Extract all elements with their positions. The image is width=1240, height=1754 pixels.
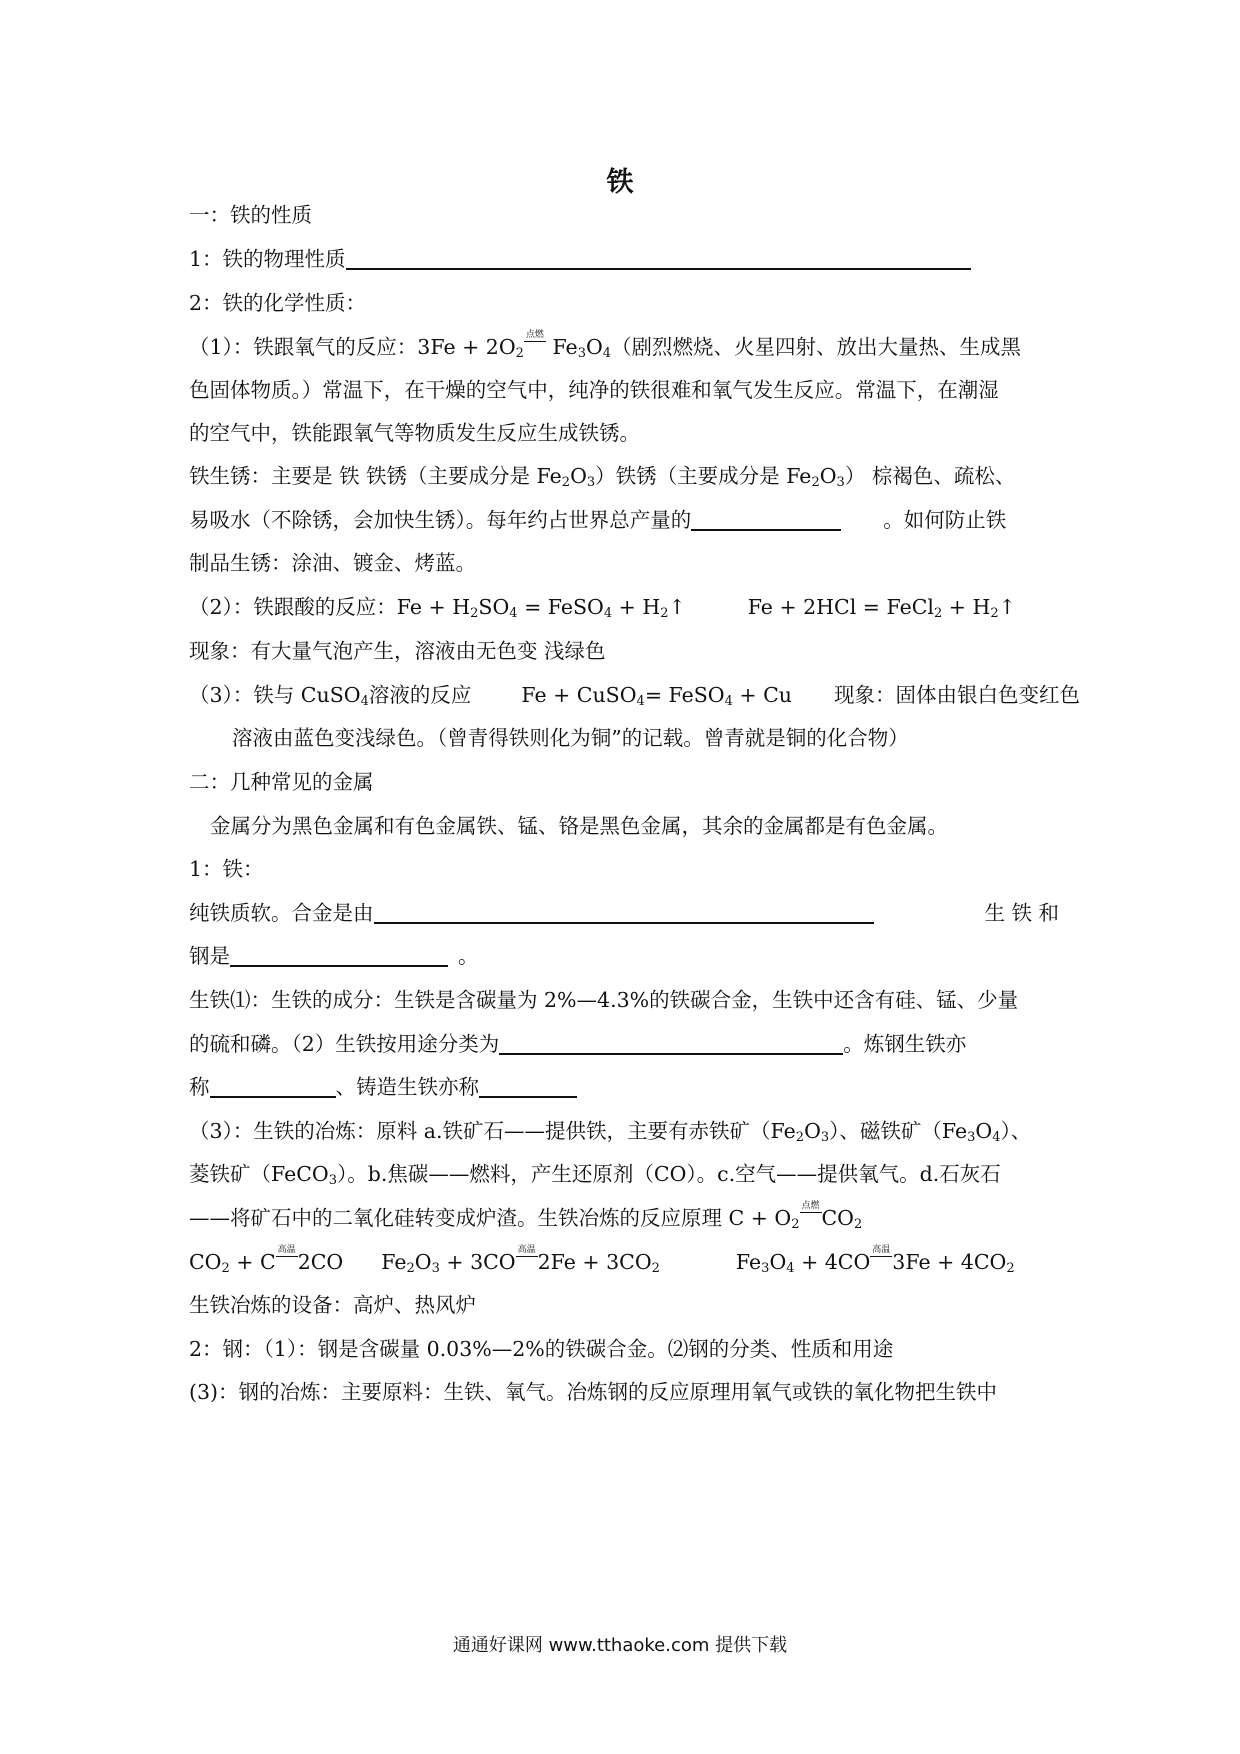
page-footer: 通通好课网 www.tthaoke.com 提供下载 xyxy=(452,1635,788,1656)
smelting-line-3: ——将矿石中的二氧化硅转变成炉渣。生铁冶炼的反应原理 $C + O_2$ 点燃 $CO_2$ xyxy=(189,1201,863,1232)
physical-properties-blank[interactable] xyxy=(346,246,971,270)
alloy-line: 纯铁质软。合金是由 生 铁 和 xyxy=(189,901,1059,925)
iron-subheading: 1：铁： xyxy=(189,857,264,881)
steel-smelting-line: (3)：钢的冶炼：主要原料：生铁、氧气。冶炼钢的反应原理用氧气或铁的氧化物把生铁中 xyxy=(189,1380,998,1404)
section-heading-properties: 一：铁的性质 xyxy=(189,203,312,227)
reaction-condition-high-temp: 高温 xyxy=(872,1245,891,1255)
reaction-condition-ignite: 点燃 xyxy=(801,1201,820,1211)
steel-definition-blank[interactable] xyxy=(230,943,448,967)
pig-iron-classification-blank[interactable] xyxy=(499,1031,843,1055)
reaction-condition-high-temp: 高温 xyxy=(517,1245,536,1255)
acid-reaction-line: （2）：铁跟酸的反应：$Fe + H_2SO_4$ = FeSO$_4$ + $H_2↑$ Fe + 2HCl = FeCl$_2$ + $H_2↑$ xyxy=(189,595,1016,621)
rust-line-1: 铁生锈：主要是 铁 铁锈（主要成分是 $Fe_2O_3$）铁锈（主要成分是 $Fe_2O_3$） 棕褐色、疏松、 xyxy=(189,464,1016,490)
reaction-condition-high-temp: 高温 xyxy=(277,1245,296,1255)
copper-sulfate-reaction-line: （3）：铁与 CuSO$_4$溶液的反应 Fe + CuSO$_4$= FeSO$_4$ + Cu 现象：固体由银白色变红色 xyxy=(189,683,1080,709)
steel-definition-line: 2：钢：（1）：钢是含碳量 0.03%—2%的铁碳合金。⑵钢的分类、性质和用途 xyxy=(189,1337,894,1361)
copper-sulfate-line-2: 溶液由蓝色变浅绿色。（曾青得铁则化为铜”的记载。曾青就是铜的化合物） xyxy=(232,726,909,750)
steelmaking-pig-iron-blank[interactable] xyxy=(210,1074,336,1098)
steel-is-line: 钢是 。 xyxy=(189,944,479,968)
rust-line-2: 易吸水（不除锈，会加快生锈）。每年约占世界总产量的 。如何防止铁 xyxy=(189,508,1007,532)
smelting-equations-line: $CO_2 + C$ 高温 2CO $Fe_2O_3 + 3CO$ 高温 $2Fe + 3CO_2$ $Fe_3O_4 + 4CO$ 高温 $3Fe + 4CO_2$ xyxy=(189,1245,1015,1276)
page-title: 铁 xyxy=(606,167,634,198)
physical-properties-line xyxy=(189,244,1059,274)
reaction-condition-ignite: 点燃 xyxy=(525,330,544,340)
oxygen-reaction-line-3: 的空气中，铁能跟氧气等物质发生反应生成铁锈。 xyxy=(189,421,640,445)
metals-intro-line: 金属分为黑色金属和有色金属铁、锰、铬是黑色金属，其余的金属都是有色金属。 xyxy=(210,814,948,838)
oxygen-reaction-line-2: 色固体物质。）常温下，在干燥的空气中，纯净的铁很难和氧气发生反应。常温下，在潮湿 xyxy=(189,378,999,402)
rust-prevention-line: 制品生锈：涂油、镀金、烤蓝。 xyxy=(189,551,476,575)
smelting-line-2: 菱铁矿（FeCO$_3$）。b.焦碳——燃料，产生还原剂（CO）。c.空气——提供氧气。d.石灰石 xyxy=(189,1162,1001,1188)
chemical-properties-label: 2：铁的化学性质： xyxy=(189,291,367,315)
section-heading-metals: 二：几种常见的金属 xyxy=(189,770,374,794)
alloy-blank[interactable] xyxy=(374,900,874,924)
acid-phenomenon-line: 现象：有大量气泡产生，溶液由无色变 浅绿色 xyxy=(189,639,606,663)
smelting-line-1: （3）：生铁的冶炼：原料 a.铁矿石——提供铁，主要有赤铁矿$(Fe_2O_3)$、磁铁矿$(Fe_3O_4)$、 xyxy=(189,1119,1032,1145)
oxygen-reaction-line: （1）：铁跟氧气的反应：$3Fe + 2O_2$ 点燃 $Fe_3O_4$（剧烈燃烧、火星四射、放出大量热、生成黑 xyxy=(189,330,1022,361)
pig-iron-names-line: 称 、铸造生铁亦称 xyxy=(189,1072,1059,1102)
pig-iron-composition-line: 生铁⑴：生铁的成分：生铁是含碳量为 2%—4.3%的铁碳合金，生铁中还含有硅、锰、少量 xyxy=(189,988,1019,1012)
smelting-equipment-line: 生铁冶炼的设备：高炉、热风炉 xyxy=(189,1293,476,1317)
casting-pig-iron-blank[interactable] xyxy=(479,1074,577,1098)
physical-properties-label: 1：铁的物理性质 xyxy=(189,247,346,271)
pig-iron-classification-line: 的硫和磷。（2）生铁按用途分类为 。炼钢生铁亦 xyxy=(189,1032,967,1056)
rust-percentage-blank[interactable] xyxy=(691,507,841,531)
